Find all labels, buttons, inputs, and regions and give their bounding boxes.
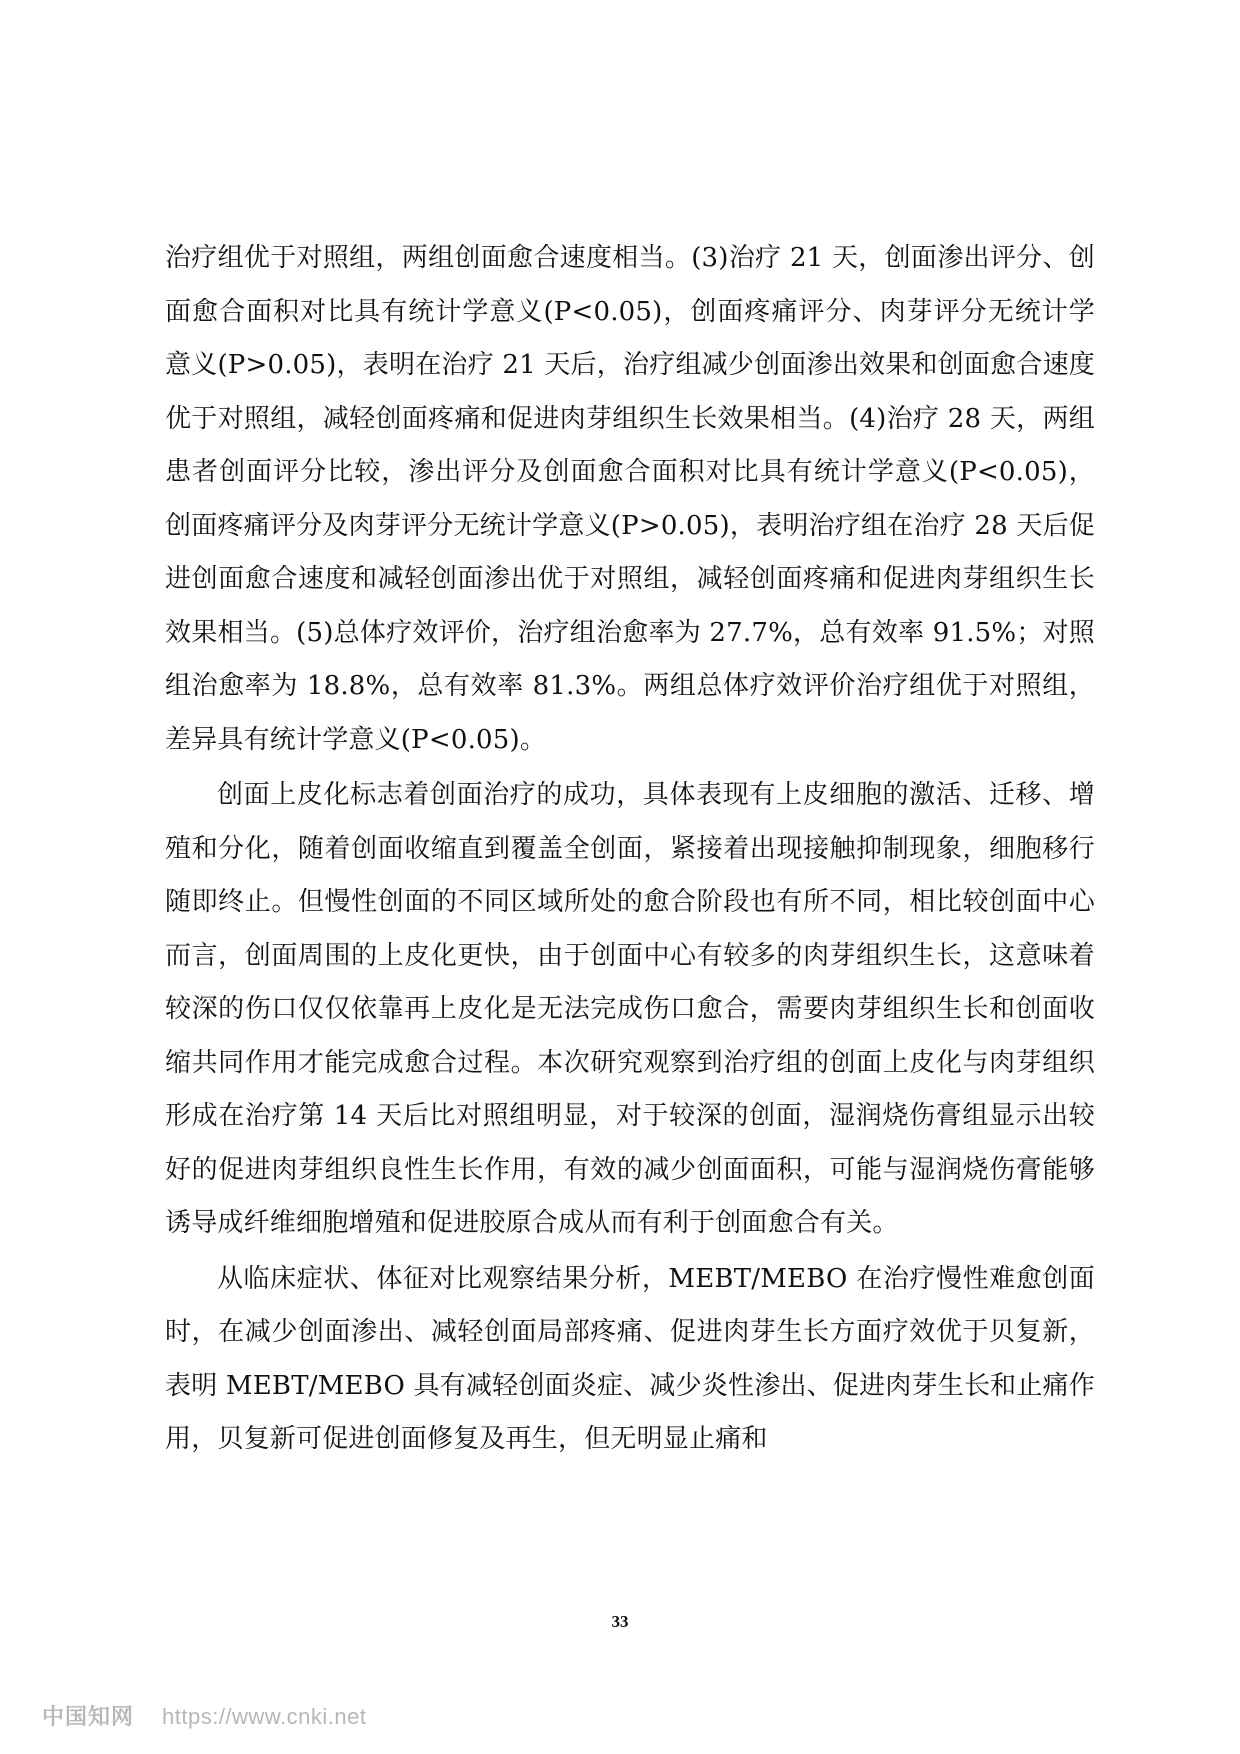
page-number: 33 — [611, 1612, 629, 1631]
watermark-url: https://www.cnki.net — [162, 1704, 367, 1729]
body-text — [165, 232, 1095, 1469]
paragraph-2: 创面上皮化标志着创面治疗的成功，具体表现有上皮细胞的激活、迁移、增殖和分化，随着创面收缩直到覆盖全创面，紧接着出现接触抑制现象，细胞移行随即终止。但慢性创面的不同区域所处的愈合阶段也有所不同，相比较创面中心而言，创面周围的上皮化更快，由于创面中心有较多的肉芽组织生长，这意味着较深的伤口仅仅依靠再上皮化是无法完成伤口愈合，需要肉芽组织生长和创面收缩共同作用才能完成愈合过程。本次研究观察到治疗组的创面上皮化与肉芽组织形成在治疗第 14 天后比对照组明显，对于较深的创面，湿润烧伤膏组显示出较好的促进肉芽组织良性生长作用，有效的减少创面面积，可能与湿润烧伤膏能够诱导成纤维细胞增殖和促进胶原合成从而有利于创面愈合有关。 — [165, 780, 1095, 1238]
cnki-watermark — [42, 1700, 366, 1731]
paragraph-1: 治疗组优于对照组，两组创面愈合速度相当。(3)治疗 21 天，创面渗出评分、创面愈合面积对比具有统计学意义(P<0.05)，创面疼痛评分、肉芽评分无统计学意义(P>0.05)，表明在治疗 21 天后，治疗组减少创面渗出效果和创面愈合速度优于对照组，减轻创面疼痛和促进肉芽组织生长效果相当。(4)治疗 28 天，两组患者创面评分比较，渗出评分及创面愈合面积对比具有统计学意义(P<0.05)，创面疼痛评分及肉芽评分无统计学意义(P>0.05)，表明治疗组在治疗 28 天后促进创面愈合速度和减轻创面渗出优于对照组，减轻创面疼痛和促进肉芽组织生长效果相当。(5)总体疗效评价，治疗组治愈率为 27.7%，总有效率 91.5%；对照组治愈率为 18.8%，总有效率 81.3%。两组总体疗效评价治疗组优于对照组，差异具有统计学意义(P<0.05)。 — [165, 243, 1095, 755]
watermark-brand: 中国知网 — [42, 1704, 135, 1729]
paragraph-3: 从临床症状、体征对比观察结果分析，MEBT/MEBO 在治疗慢性难愈创面时，在减少创面渗出、减轻创面局部疼痛、促进肉芽生长方面疗效优于贝复新，表明 MEBT/MEBO 具有减轻创面炎症、减少炎性渗出、促进肉芽生长和止痛作用，贝复新可促进创面修复及再生，但无明显止痛和 — [165, 1263, 1095, 1454]
